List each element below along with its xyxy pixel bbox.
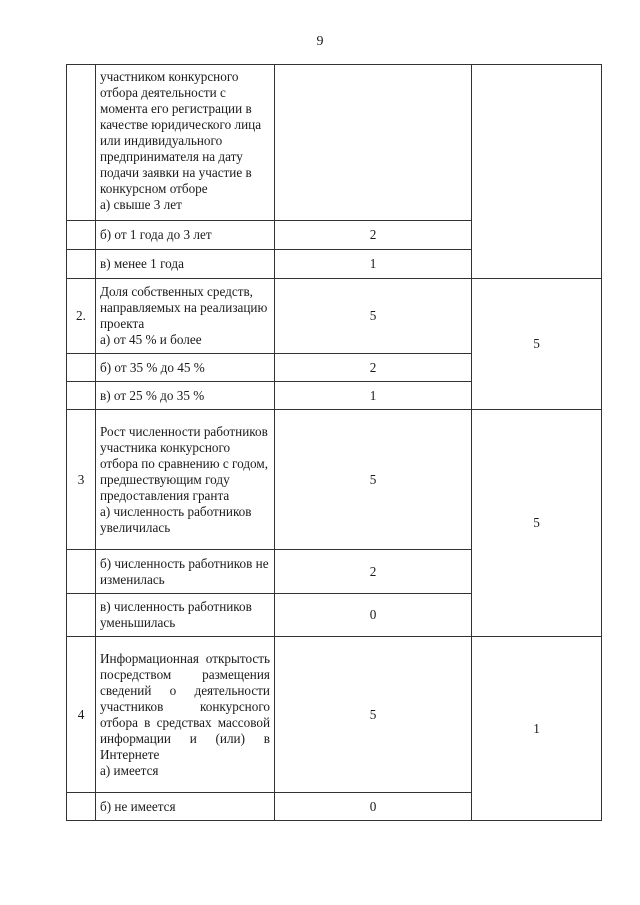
criterion-text: в) от 25 % до 35 % <box>96 382 275 410</box>
row-number <box>67 382 96 410</box>
score-cell: 5 <box>275 279 472 354</box>
row-number: 4 <box>67 637 96 793</box>
score-cell: 0 <box>275 793 472 821</box>
row-number <box>67 221 96 250</box>
weight-cell: 5 <box>472 279 602 410</box>
score-cell: 5 <box>275 637 472 793</box>
weight-cell <box>472 65 602 279</box>
criterion-text: б) численность работников не изменилась <box>96 550 275 594</box>
score-cell: 2 <box>275 354 472 382</box>
page-number: 9 <box>316 34 324 49</box>
criterion-text: Рост численности работников участника конкурсного отбора по сравнению с годом, предшествующим году предоставления гранта а) численность работников увеличилась <box>96 410 275 550</box>
criteria-table <box>66 64 602 821</box>
criterion-text: б) от 35 % до 45 % <box>96 354 275 382</box>
table-row <box>67 410 602 550</box>
criterion-text <box>96 65 275 221</box>
criterion-text: в) численность работников уменьшилась <box>96 594 275 637</box>
score-cell: 1 <box>275 250 472 279</box>
criterion-text: б) от 1 года до 3 лет <box>96 221 275 250</box>
row-number: 2. <box>67 279 96 354</box>
row-number <box>67 793 96 821</box>
criterion-text: Доля собственных средств, направляемых на реализацию проекта а) от 45 % и более <box>96 279 275 354</box>
row-number <box>67 550 96 594</box>
weight-cell: 5 <box>472 410 602 637</box>
score-cell <box>275 65 472 221</box>
score-cell: 2 <box>275 550 472 594</box>
table-row <box>67 65 602 221</box>
criterion-text: Информационная открытость посредством размещения сведений о деятельности участников конкурсного отбора в средствах массовой информации и (или) в Интернете а) имеется <box>96 637 275 793</box>
criterion-text: в) менее 1 года <box>96 250 275 279</box>
table-row <box>67 279 602 354</box>
score-cell: 0 <box>275 594 472 637</box>
row-number <box>67 594 96 637</box>
criterion-text-line: участником конкурсного отбора деятельности с момента его регистрации в качестве юридического лица или индивидуального предпринимателя на дату подачи заявки на участие в конкурсном отборе а) свыше 3 лет <box>100 69 262 212</box>
row-number: 3 <box>67 410 96 550</box>
score-cell: 5 <box>275 410 472 550</box>
weight-cell: 1 <box>472 637 602 821</box>
row-number <box>67 354 96 382</box>
criterion-text: б) не имеется <box>96 793 275 821</box>
row-number <box>67 65 96 221</box>
score-cell: 1 <box>275 382 472 410</box>
row-number <box>67 250 96 279</box>
score-cell: 2 <box>275 221 472 250</box>
table-row <box>67 637 602 793</box>
